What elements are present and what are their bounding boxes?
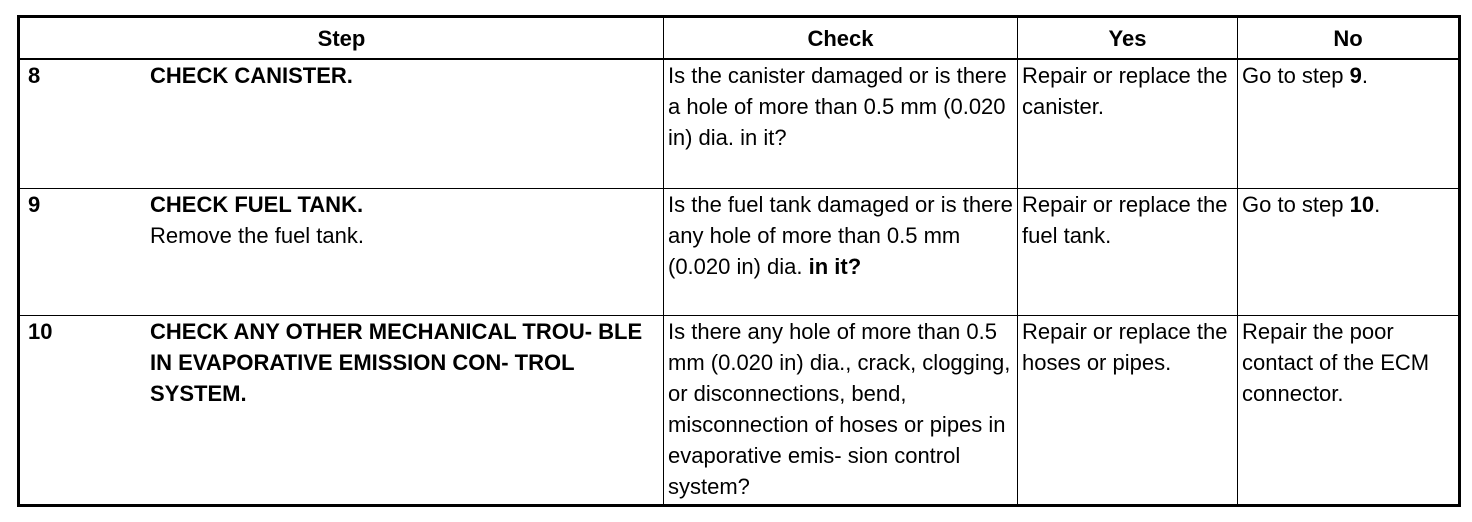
yes-cell: Repair or replace the hoses or pipes. [1018,316,1238,506]
no-cell [1238,59,1460,189]
step-body [150,60,660,91]
no-suffix: . [1374,192,1381,217]
check-text: Is the fuel tank damaged or is there any hole of more than 0.5 mm (0.020 in) dia. [668,192,1013,279]
step-number: 10 [28,319,53,344]
no-cell: Repair the poor contact of the ECM connector. [1238,316,1460,506]
no-prefix: Go to step [1242,192,1350,217]
no-cell [1238,189,1460,316]
check-text-bold: in it? [802,254,862,279]
header-no: No [1238,17,1460,60]
yes-cell: Repair or replace the canister. [1018,59,1238,189]
no-prefix: Go to step [1242,63,1350,88]
header-row [19,17,1460,60]
step-number: 9 [28,192,41,217]
step-body [150,189,660,251]
step-subtitle: Remove the fuel tank. [150,223,365,248]
step-body [150,316,660,409]
check-cell [664,189,1018,316]
step-title: CHECK CANISTER. [150,63,353,88]
yes-cell: Repair or replace the fuel tank. [1018,189,1238,316]
table-row [19,59,1460,189]
step-cell [19,59,664,189]
step-title: CHECK ANY OTHER MECHANICAL TROU- BLE IN EVAPORATIVE EMISSION CON- TROL SYSTEM. [150,319,643,406]
diagnostic-table [17,15,1461,507]
step-cell [19,189,664,316]
table-row [19,316,1460,506]
step-cell [19,316,664,506]
header-step: Step [19,17,664,60]
header-check: Check [664,17,1018,60]
step-title: CHECK FUEL TANK. [150,192,364,217]
step-number: 8 [28,63,41,88]
header-yes: Yes [1018,17,1238,60]
check-cell: Is there any hole of more than 0.5 mm (0.020 in) dia., crack, clogging, or disconnections, bend, misconnection of hoses or pipes in evaporative emis- sion control system? [664,316,1018,506]
no-suffix: . [1361,63,1368,88]
check-cell: Is the canister damaged or is there a hole of more than 0.5 mm (0.020 in) dia. in it? [664,59,1018,189]
table-row [19,189,1460,316]
no-step-ref: 10 [1349,192,1375,217]
no-step-ref: 9 [1349,63,1362,88]
